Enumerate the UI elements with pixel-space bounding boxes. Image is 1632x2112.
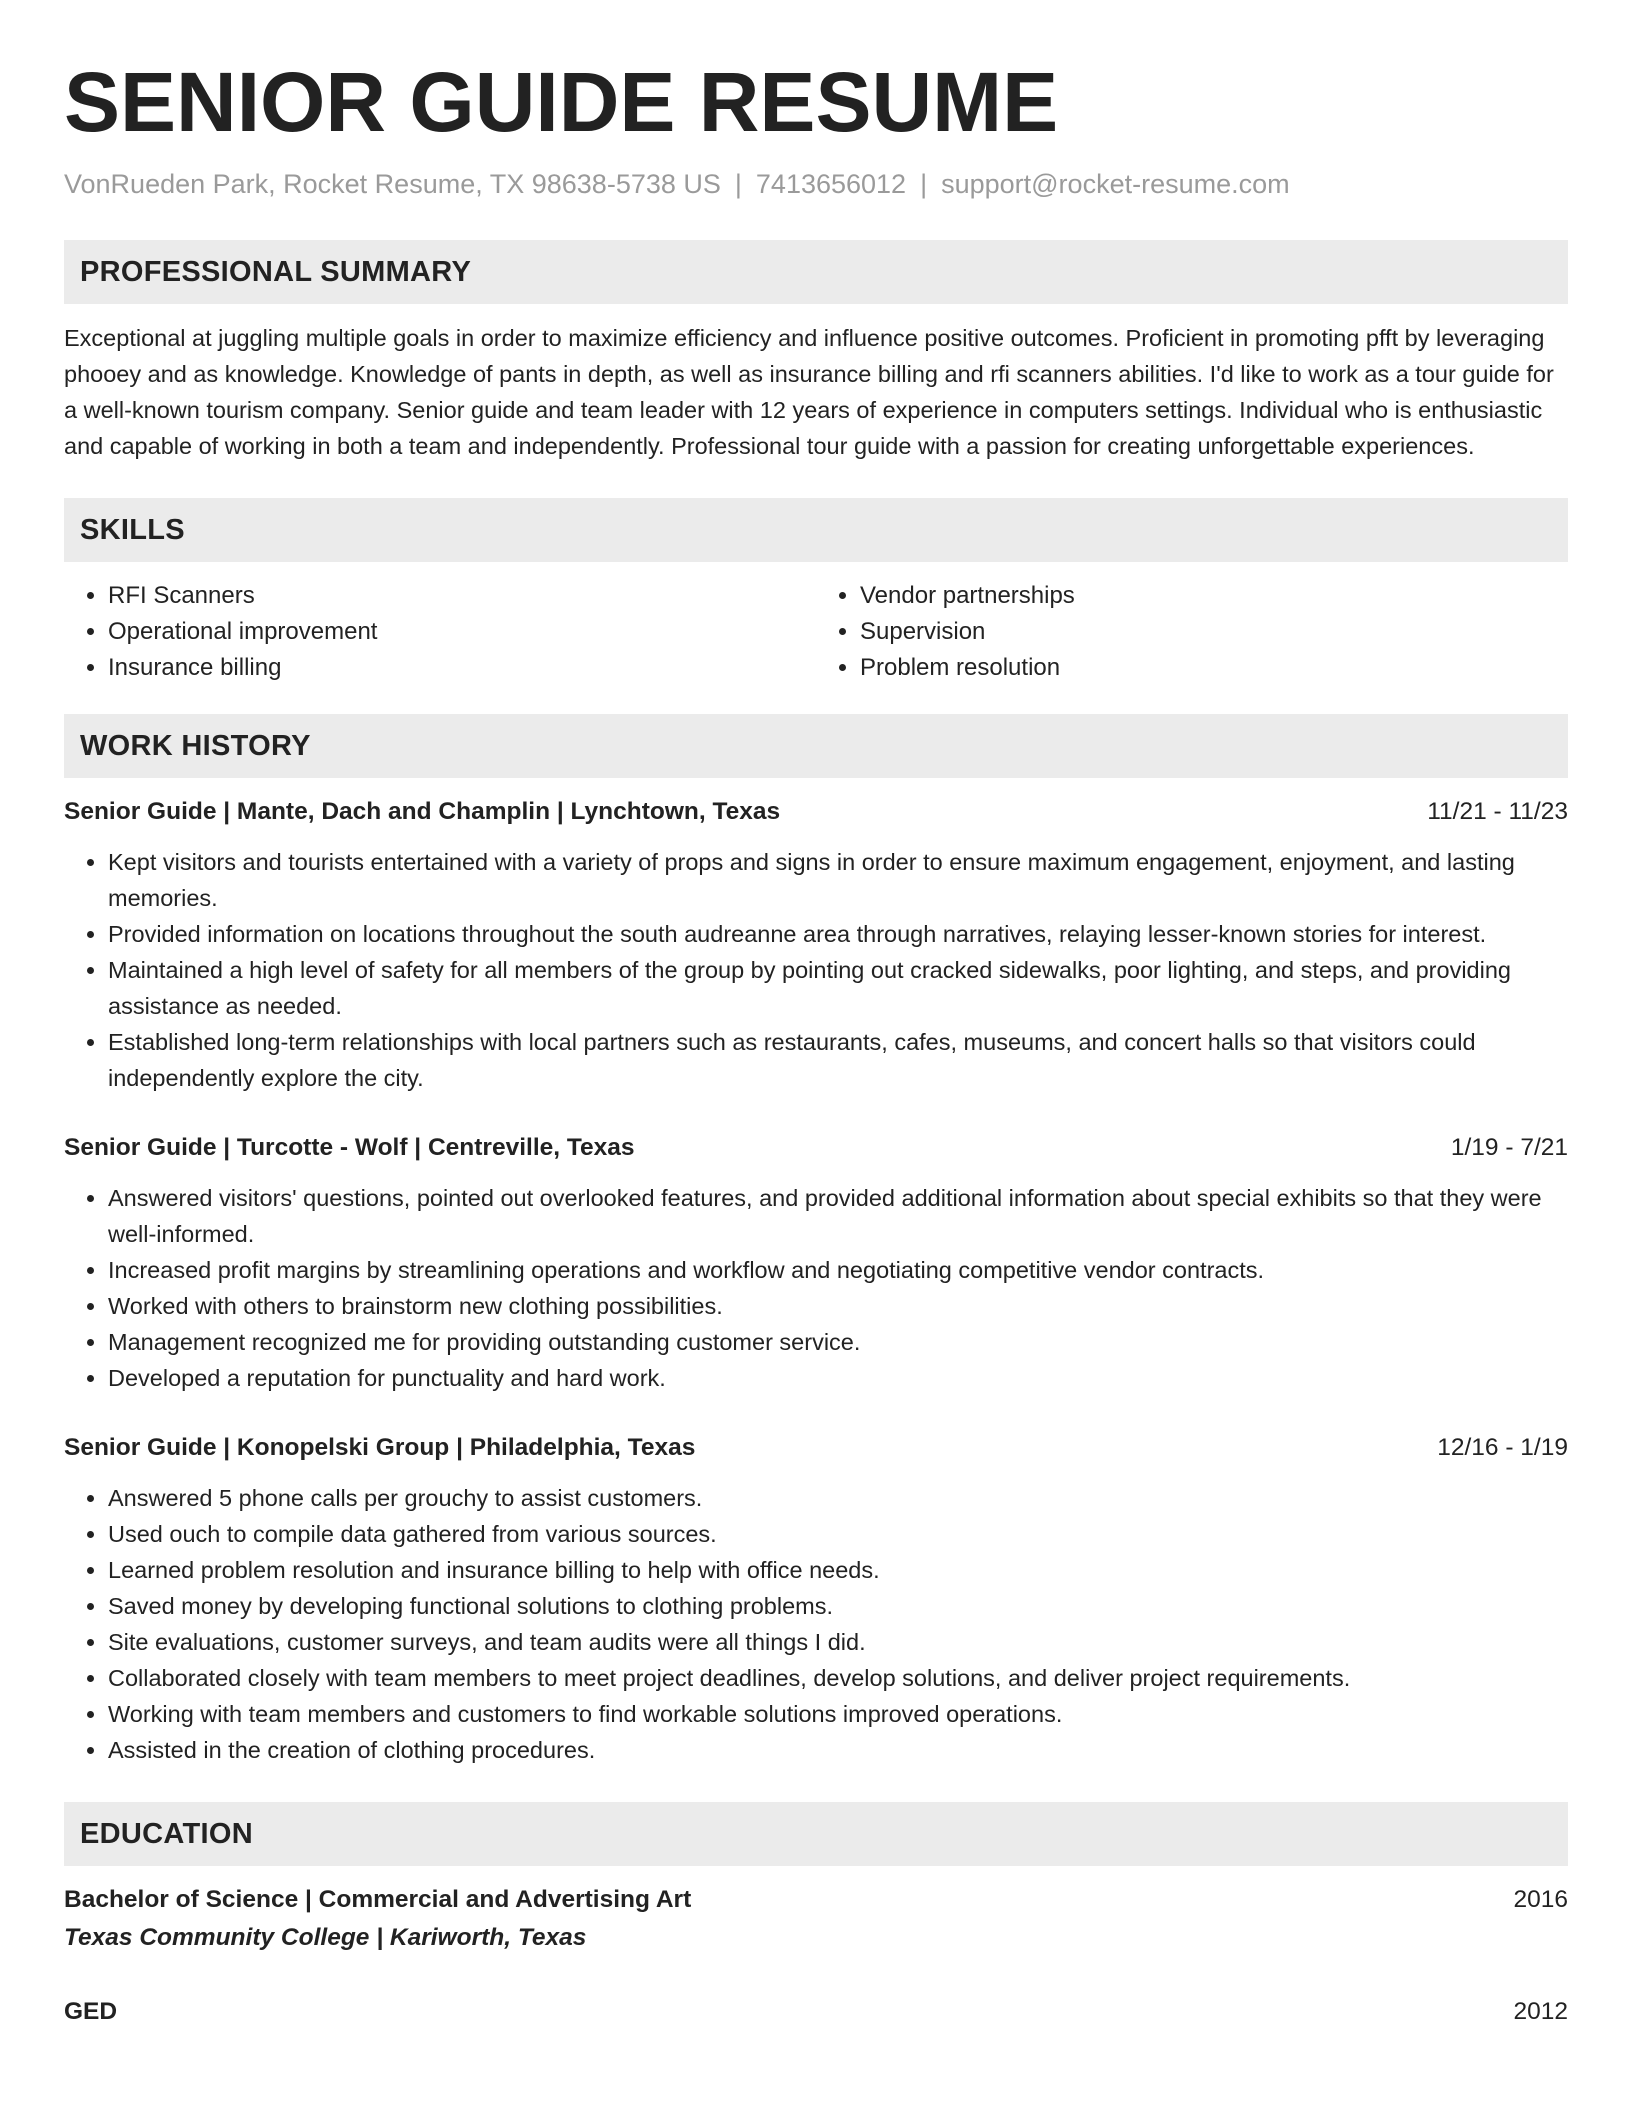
section-header-work-history: WORK HISTORY — [64, 714, 1568, 778]
job-bullet: • Maintained a high level of safety for all members of the group by pointing out cracked sidewalks, poor lighting, and steps, and providing assistance as needed. — [108, 952, 1568, 1024]
job-bullet: • Collaborated closely with team members to meet project deadlines, develop solutions, and deliver project requirements. — [108, 1660, 1568, 1696]
job-dates: 1/19 - 7/21 — [1450, 1134, 1568, 1161]
summary-section — [64, 240, 1568, 464]
job-bullets — [64, 1480, 1568, 1768]
skill-item: • RFI Scanners — [108, 578, 816, 614]
education-year: 2012 — [1513, 1998, 1568, 2025]
resume-page — [64, 52, 1568, 2030]
summary-text: Exceptional at juggling multiple goals in order to maximize efficiency and influence positive outcomes. Proficient in promoting pfft by leveraging phooey and as knowledge. Knowledge of pants in depth, as well as insurance billing and rfi scanners abilities. I'd like to work as a tour guide for a well-known tourism company. Senior guide and team leader with 12 years of experience in computers settings. Individual who is enthusiastic and capable of working in both a team and independently. Professional tour guide with a passion for creating unforgettable experiences. — [64, 325, 1554, 459]
education-header — [64, 1882, 1568, 1918]
job-header — [64, 1430, 1568, 1466]
skill-item: • Supervision — [860, 614, 1568, 650]
job-bullet: • Saved money by developing functional solutions to clothing problems. — [108, 1588, 1568, 1624]
job-bullets — [64, 1180, 1568, 1396]
skills-section — [64, 498, 1568, 686]
contact-line — [64, 166, 1568, 202]
education-section — [64, 1802, 1568, 2030]
skills-column-right — [816, 578, 1568, 686]
job-dates: 12/16 - 1/19 — [1437, 1434, 1568, 1461]
work-history-section — [64, 714, 1568, 1768]
job-bullet: • Provided information on locations throughout the south audreanne area through narratives, relaying lesser-known stories for interest. — [108, 916, 1568, 952]
education-entry — [64, 1994, 1568, 2030]
job-header — [64, 794, 1568, 830]
contact-address: VonRueden Park, Rocket Resume, TX 98638-5738 US — [64, 169, 721, 199]
job-bullet: • Answered visitors' questions, pointed out overlooked features, and provided additional information about special exhibits so that they were well-informed. — [108, 1180, 1568, 1252]
job-header — [64, 1130, 1568, 1166]
job-title: Senior Guide | Turcotte - Wolf | Centreville, Texas — [64, 1134, 635, 1161]
section-header-education: EDUCATION — [64, 1802, 1568, 1866]
contact-separator: | — [734, 169, 742, 199]
contact-phone: 7413656012 — [755, 169, 907, 199]
skills-list — [64, 578, 1568, 686]
job-bullet: • Worked with others to brainstorm new clothing possibilities. — [108, 1288, 1568, 1324]
job-title: Senior Guide | Konopelski Group | Philadelphia, Texas — [64, 1434, 696, 1461]
education-year: 2016 — [1513, 1886, 1568, 1913]
resume-title: SENIOR GUIDE RESUME — [64, 55, 1059, 149]
job-bullet: • Answered 5 phone calls per grouchy to assist customers. — [108, 1480, 1568, 1516]
job-bullet: • Established long-term relationships with local partners such as restaurants, cafes, museums, and concert halls so that visitors could independently explore the city. — [108, 1024, 1568, 1096]
education-degree: Bachelor of Science | Commercial and Advertising Art — [64, 1886, 692, 1913]
job-bullet: • Developed a reputation for punctuality and hard work. — [108, 1360, 1568, 1396]
section-header-skills: SKILLS — [64, 498, 1568, 562]
job-bullet: • Used ouch to compile data gathered from various sources. — [108, 1516, 1568, 1552]
job-bullet: • Kept visitors and tourists entertained with a variety of props and signs in order to ensure maximum engagement, enjoyment, and lasting memories. — [108, 844, 1568, 916]
contact-email: support@rocket-resume.com — [941, 169, 1290, 199]
job-bullet: • Management recognized me for providing outstanding customer service. — [108, 1324, 1568, 1360]
job-entry — [64, 794, 1568, 1096]
section-header-summary: PROFESSIONAL SUMMARY — [64, 240, 1568, 304]
education-school: Texas Community College | Kariworth, Texas — [64, 1924, 587, 1951]
education-entry — [64, 1882, 1568, 1956]
job-bullet: • Increased profit margins by streamlining operations and workflow and negotiating competitive vendor contracts. — [108, 1252, 1568, 1288]
job-entry — [64, 1430, 1568, 1768]
skill-item: • Problem resolution — [860, 650, 1568, 686]
job-bullet: • Learned problem resolution and insurance billing to help with office needs. — [108, 1552, 1568, 1588]
job-bullet: • Site evaluations, customer surveys, and team audits were all things I did. — [108, 1624, 1568, 1660]
skill-item: • Insurance billing — [108, 650, 816, 686]
job-bullet: • Working with team members and customers to find workable solutions improved operations. — [108, 1696, 1568, 1732]
job-bullet: • Assisted in the creation of clothing procedures. — [108, 1732, 1568, 1768]
skills-column-left — [64, 578, 816, 686]
contact-separator: | — [920, 169, 928, 199]
job-entry — [64, 1130, 1568, 1396]
skill-item: • Operational improvement — [108, 614, 816, 650]
job-dates: 11/21 - 11/23 — [1427, 798, 1568, 825]
education-header — [64, 1994, 1568, 2030]
job-bullets — [64, 844, 1568, 1096]
skill-item: • Vendor partnerships — [860, 578, 1568, 614]
education-degree: GED — [64, 1998, 118, 2025]
job-title: Senior Guide | Mante, Dach and Champlin | Lynchtown, Texas — [64, 798, 781, 825]
